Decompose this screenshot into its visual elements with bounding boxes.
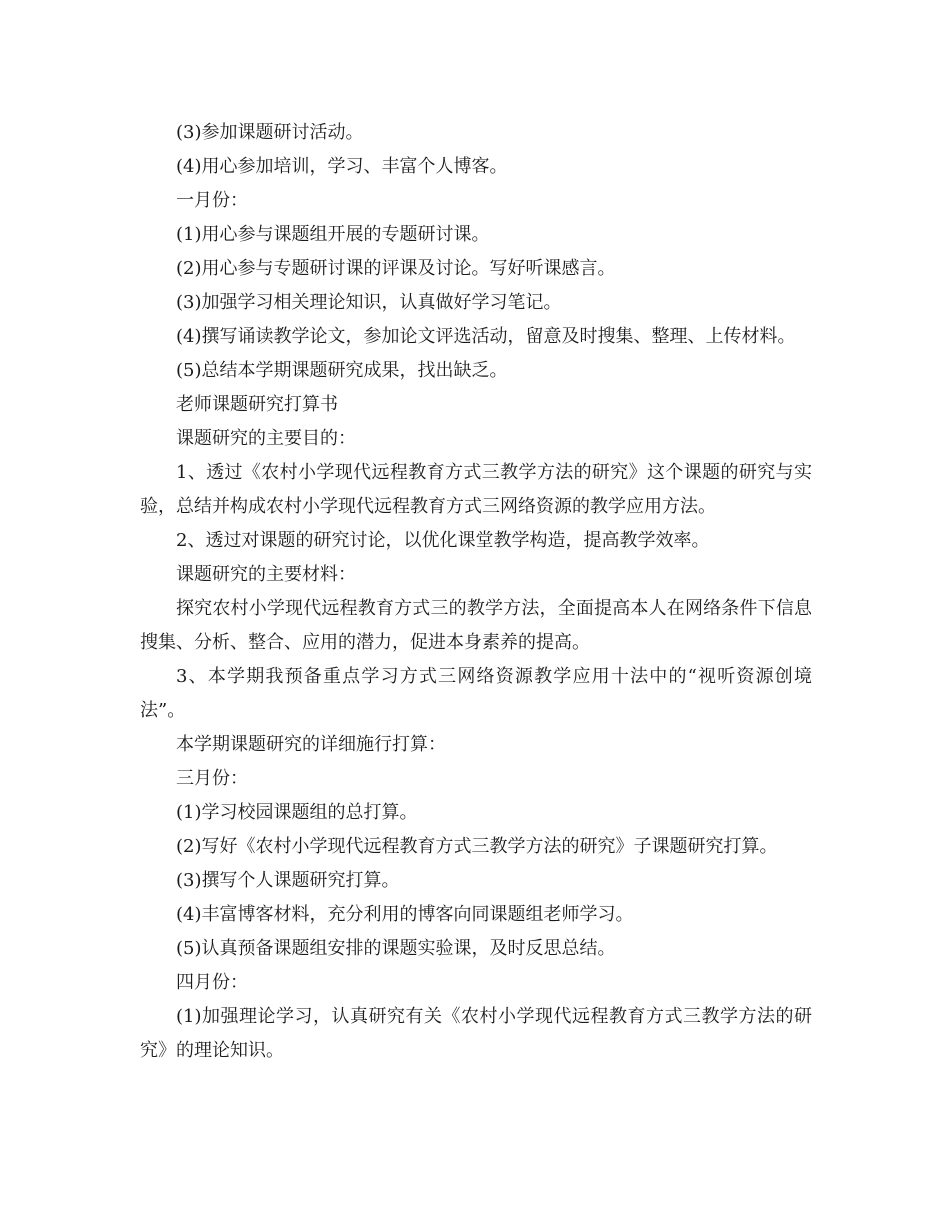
paragraph: (1)加强理论学习，认真研究有关《农村小学现代远程教育方式三教学方法的研究》的理论知识。 [140,1006,812,1061]
paragraph: (4)丰富博客材料，充分利用的博客向同课题组老师学习。 [176,904,634,925]
paragraph: 四月份： [176,972,248,993]
paragraph: 课题研究的主要材料： [176,564,356,585]
section-title: 老师课题研究打算书 [176,394,338,415]
paragraph: 1、透过《农村小学现代远程教育方式三教学方法的研究》这个课题的研究与实验，总结并构成农村小学现代远程教育方式三网络资源的教学应用方法。 [140,462,812,517]
paragraph: (2)写好《农村小学现代远程教育方式三教学方法的研究》子课题研究打算。 [176,836,778,857]
paragraph: (2)用心参与专题研讨课的评课及讨论。写好听课感言。 [176,258,616,279]
paragraph: 本学期课题研究的详细施行打算： [176,734,446,755]
paragraph: (3)加强学习相关理论知识，认真做好学习笔记。 [176,292,562,313]
paragraph: 探究农村小学现代远程教育方式三的教学方法，全面提高本人在网络条件下信息搜集、分析、整合、应用的潜力，促进本身素养的提高。 [140,598,812,653]
paragraph: 3、本学期我预备重点学习方式三网络资源教学应用十法中的“视听资源创境法”。 [140,666,812,721]
paragraph: 三月份： [176,768,248,789]
paragraph: (3)参加课题研讨活动。 [176,122,364,143]
paragraph: (5)认真预备课题组安排的课题实验课，及时反思总结。 [176,938,616,959]
paragraph: (4)撰写诵读教学论文，参加论文评选活动，留意及时搜集、整理、上传材料。 [176,326,796,347]
paragraph: 一月份： [176,190,248,211]
paragraph: (1)学习校园课题组的总打算。 [176,802,418,823]
paragraph: (5)总结本学期课题研究成果，找出缺乏。 [176,360,508,381]
paragraph: 2、透过对课题的研究讨论，以优化课堂教学构造，提高教学效率。 [176,530,710,551]
paragraph: (4)用心参加培训，学习、丰富个人博客。 [176,156,508,177]
paragraph: (3)撰写个人课题研究打算。 [176,870,400,891]
paragraph: (1)用心参与课题组开展的专题研讨课。 [176,224,490,245]
document-body [140,116,812,1068]
paragraph: 课题研究的主要目的： [176,428,356,449]
